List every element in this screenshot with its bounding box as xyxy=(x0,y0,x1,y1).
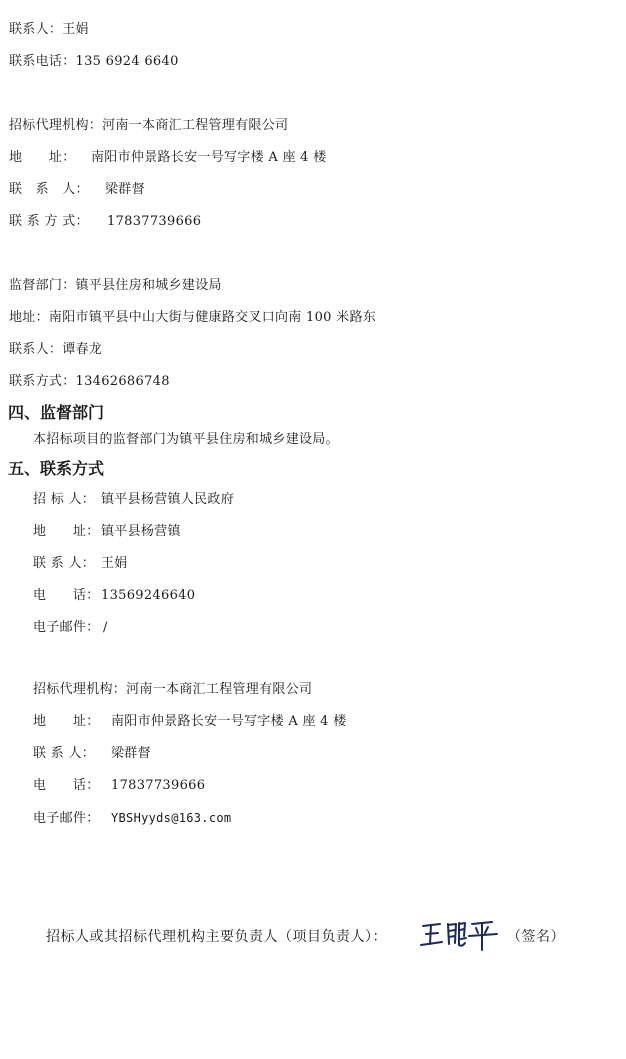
tenderer-value: 镇平县杨营镇人民政府 xyxy=(101,492,235,507)
tenderer-phone-value: 13569246640 xyxy=(101,588,196,603)
agency2-email xyxy=(33,810,231,827)
agency-contact xyxy=(9,182,145,198)
supervision-method: 联系方式：13462686748 xyxy=(9,374,170,389)
tenderer-phone-label: 电 话： xyxy=(33,588,100,603)
section4-heading: 四、监督部门 xyxy=(8,403,105,422)
agency2 xyxy=(33,682,312,698)
signature-label: 招标人或其招标代理机构主要负责人（项目负责人）： xyxy=(46,929,387,945)
agency-address xyxy=(9,150,327,166)
tenderer-contact-label: 联 系 人： xyxy=(33,556,96,571)
tenderer xyxy=(33,492,234,508)
agency2-phone xyxy=(33,778,205,794)
tenderer-contact xyxy=(33,556,128,572)
section5-heading: 五、联系方式 xyxy=(8,459,105,478)
tenderer-email-value: / xyxy=(103,620,108,635)
section4-text: 本招标项目的监督部门为镇平县住房和城乡建设局。 xyxy=(33,432,339,447)
supervision-contact: 联系人：谭春龙 xyxy=(9,342,103,357)
agency-method-value: 17837739666 xyxy=(107,214,202,229)
agency2-phone-value: 17837739666 xyxy=(111,778,206,793)
agency2-email-label: 电子邮件： xyxy=(33,811,100,826)
agency-method-label: 联 系 方 式： xyxy=(9,214,89,229)
agency-method xyxy=(9,214,201,230)
signature-line xyxy=(46,928,387,946)
agency-address-value: 南阳市仲景路长安一号写字楼 A 座 4 楼 xyxy=(91,150,327,165)
agency2-address-value: 南阳市仲景路长安一号写字楼 A 座 4 楼 xyxy=(111,714,347,729)
tenderer-address-label: 地 址： xyxy=(33,524,100,539)
tenderer-contact-value: 王娟 xyxy=(101,556,128,571)
agency2-label: 招标代理机构： xyxy=(33,682,127,697)
tenderer-phone xyxy=(33,588,195,604)
agency2-address-label: 地 址： xyxy=(33,714,100,729)
supervision-address: 地址：南阳市镇平县中山大街与健康路交叉口向南 100 米路东 xyxy=(9,310,377,325)
contact-person: 联系人：王娟 xyxy=(9,22,89,37)
tenderer-email-label: 电子邮件： xyxy=(33,620,100,635)
agency-address-label: 地 址： xyxy=(9,150,76,165)
agency2-value: 河南一本商汇工程管理有限公司 xyxy=(126,682,313,697)
tenderer-address xyxy=(33,524,181,540)
tenderer-address-value: 镇平县杨营镇 xyxy=(101,524,181,539)
agency-name: 招标代理机构：河南一本商汇工程管理有限公司 xyxy=(9,118,289,133)
handwritten-signature xyxy=(418,916,504,952)
signature-note: （签名） xyxy=(507,929,565,945)
agency2-address xyxy=(33,714,347,730)
agency2-contact-value: 梁群督 xyxy=(111,746,151,761)
agency-contact-label: 联 系 人： xyxy=(9,182,89,197)
agency2-phone-label: 电 话： xyxy=(33,778,100,793)
tenderer-email xyxy=(33,620,108,636)
tenderer-label: 招 标 人： xyxy=(33,492,96,507)
agency-contact-value: 梁群督 xyxy=(105,182,145,197)
agency2-contact xyxy=(33,746,151,762)
supervision-dept: 监督部门：镇平县住房和城乡建设局 xyxy=(9,278,222,293)
agency2-contact-label: 联 系 人： xyxy=(33,746,96,761)
agency2-email-value: YBSHyyds@163.com xyxy=(111,811,232,825)
contact-phone: 联系电话：135 6924 6640 xyxy=(9,54,179,69)
